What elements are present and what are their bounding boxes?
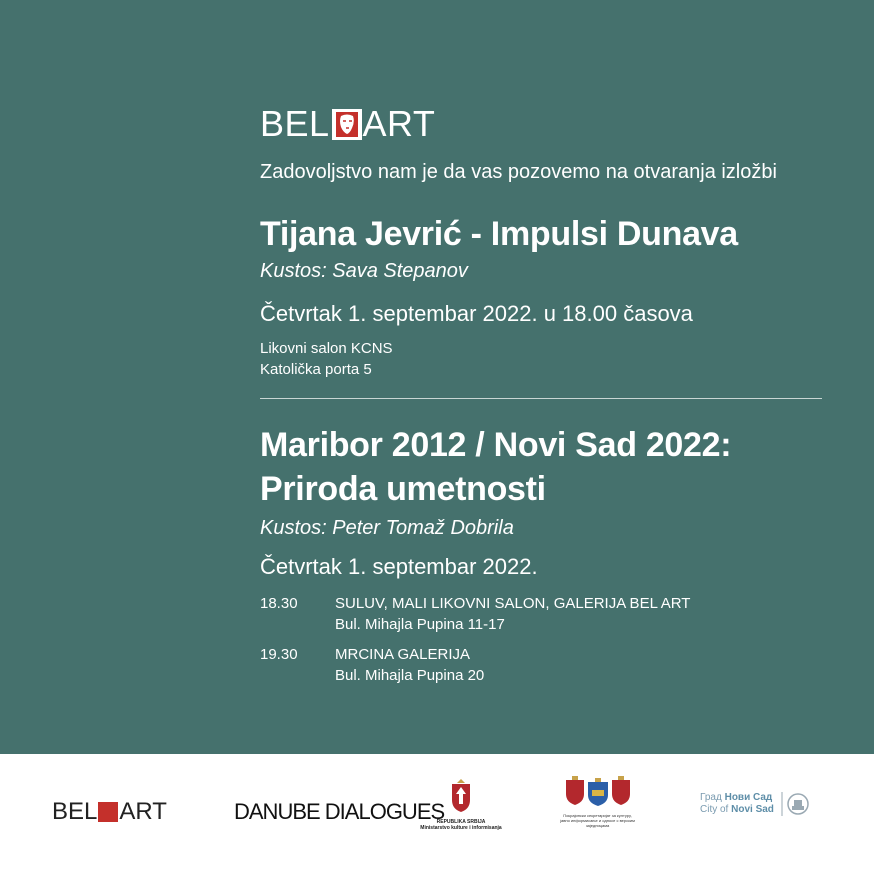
title-line: Priroda umetnosti xyxy=(260,470,546,508)
novi-sad-cyrillic xyxy=(700,792,774,804)
serbia-caption-line1: REPUBLIKA SRBIJA xyxy=(436,819,486,825)
province-logo xyxy=(560,774,635,828)
face-mark-icon xyxy=(98,802,118,822)
exhibition2-curator: Kustos: Peter Tomaž Dobrila xyxy=(260,517,514,539)
invitation-content xyxy=(260,103,822,695)
exhibition1-datetime: Četvrtak 1. septembar 2022. u 18.00 časova xyxy=(260,301,693,326)
cyrillic-prefix: Град xyxy=(700,792,725,803)
divider xyxy=(260,398,822,399)
schedule-row xyxy=(260,593,822,635)
schedule-place: SULUV, MALI LIKOVNI SALON, GALERIJA BEL ART xyxy=(335,595,691,612)
logo-text-right: ART xyxy=(362,103,436,144)
schedule-address: Bul. Mihajla Pupina 11-17 xyxy=(335,616,505,633)
intro-text: Zadovoljstvo nam je da vas pozovemo na otvaranja izložbi xyxy=(260,161,777,183)
exhibition1-title: Tijana Jevrić - Impulsi Dunava xyxy=(260,215,738,253)
serbia-caption-line2: Ministarstvo kulture i informisanja xyxy=(420,825,502,831)
novi-sad-text xyxy=(700,792,774,816)
schedule-time: 19.30 xyxy=(260,646,298,663)
novi-sad-latin xyxy=(700,804,774,816)
schedule-row xyxy=(260,644,822,686)
schedule-details xyxy=(335,644,484,686)
schedule xyxy=(260,593,822,686)
province-coats-of-arms-icon xyxy=(564,774,632,808)
belart-logo xyxy=(260,103,822,144)
serbia-coat-of-arms-icon xyxy=(446,778,476,814)
latin-prefix: City of xyxy=(700,804,732,815)
venue-line: Katolička porta 5 xyxy=(260,361,372,378)
exhibition2-date: Četvrtak 1. septembar 2022. xyxy=(260,554,538,579)
danube-dialogues-logo: DANUBE DIALOGUES xyxy=(234,799,445,824)
logo-text-right: ART xyxy=(119,798,167,825)
face-mark-icon xyxy=(332,109,362,140)
novi-sad-row xyxy=(700,790,820,818)
exhibition2-title xyxy=(260,423,822,511)
logo-text-left: BEL xyxy=(260,103,330,144)
latin-name: Novi Sad xyxy=(731,804,774,815)
schedule-time: 18.30 xyxy=(260,595,298,612)
venue-line: Likovni salon KCNS xyxy=(260,340,393,357)
province-caption: Покрајински секретаријат за културу, јавно информисање и односе с верским заједницама xyxy=(560,813,635,828)
footer-belart-logo xyxy=(52,800,167,824)
novi-sad-logo xyxy=(700,790,820,818)
exhibition1-venue xyxy=(260,338,822,380)
novi-sad-emblem-icon xyxy=(780,790,810,818)
serbia-ministry-logo xyxy=(416,778,506,831)
cyrillic-name: Нови Сад xyxy=(724,792,773,803)
schedule-details xyxy=(335,593,690,635)
logo-text-left: BEL xyxy=(52,798,98,825)
title-line: Maribor 2012 / Novi Sad 2022: xyxy=(260,426,732,464)
schedule-address: Bul. Mihajla Pupina 20 xyxy=(335,667,485,684)
schedule-place: MRCINA GALERIJA xyxy=(335,646,471,663)
exhibition1-curator: Kustos: Sava Stepanov xyxy=(260,260,468,282)
